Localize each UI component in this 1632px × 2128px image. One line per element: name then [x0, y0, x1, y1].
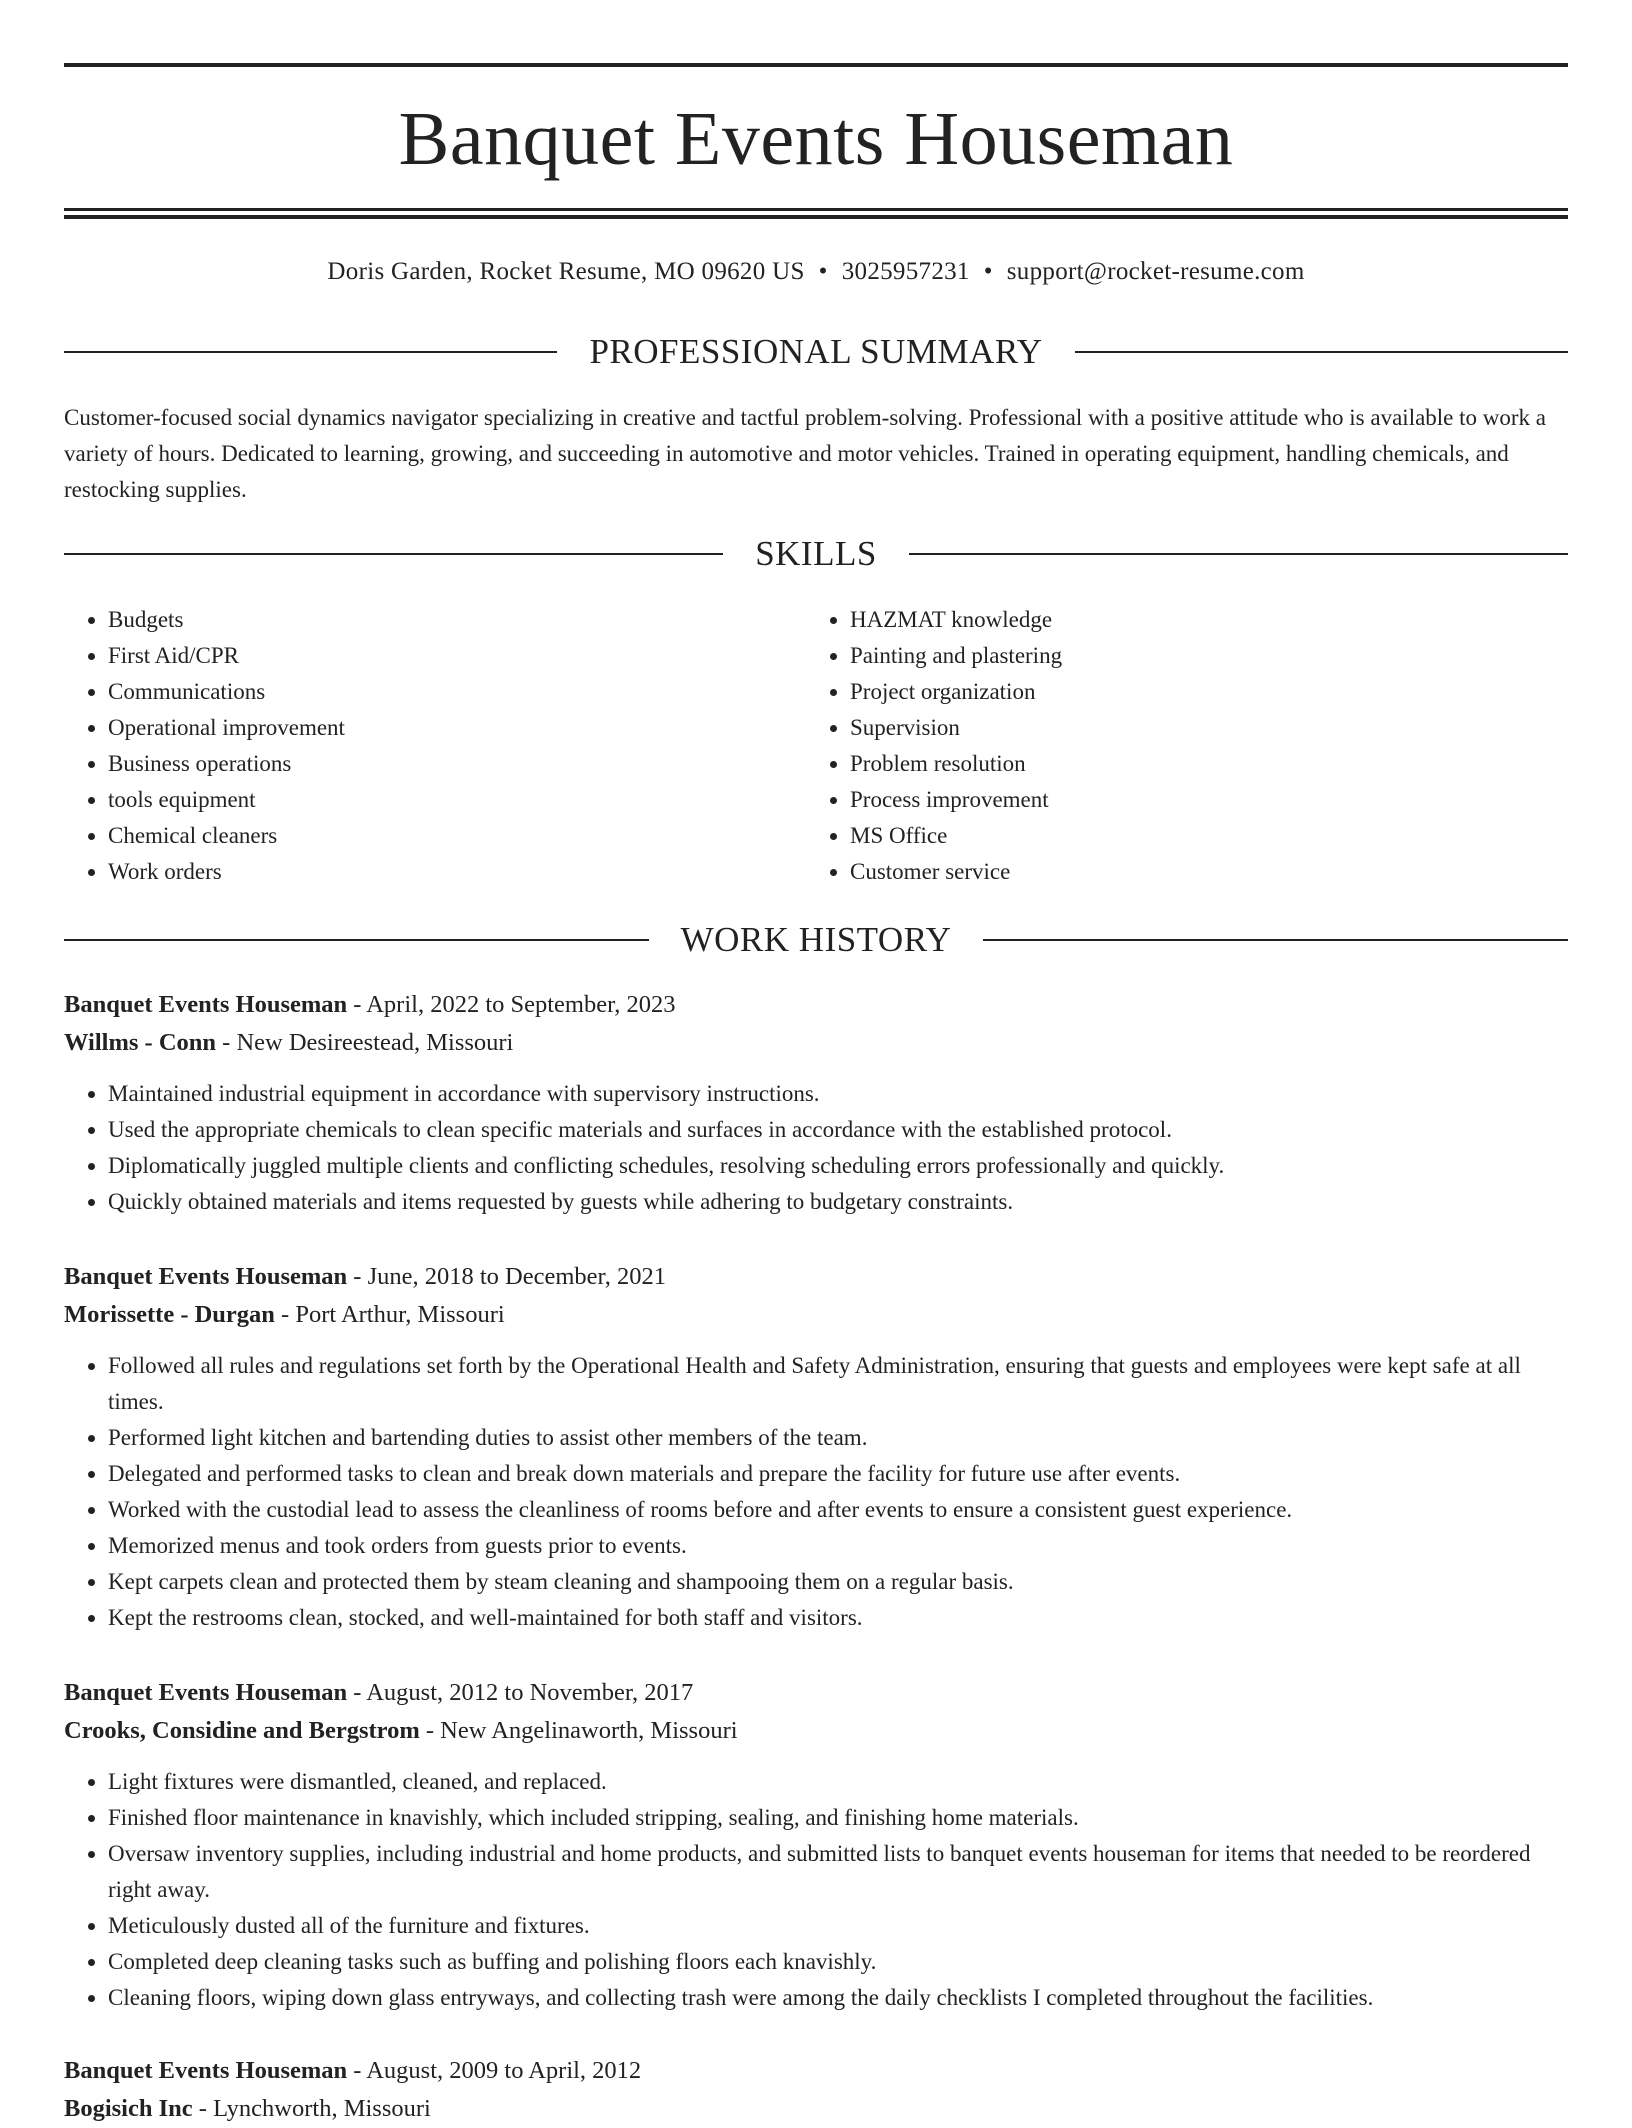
job-entry: [64, 1258, 1568, 1636]
job-bullet: • Used the appropriate chemicals to clean specific materials and surfaces in accordance with the established protocol.: [108, 1112, 1568, 1148]
job-location: - Lynchworth, Missouri: [192, 2095, 431, 2122]
skills-heading: [64, 532, 1568, 576]
job-company: Willms - Conn: [64, 1029, 217, 1056]
skill-item: • Budgets: [108, 602, 806, 638]
job-title: Banquet Events Houseman: [64, 991, 348, 1018]
job-bullet: • Followed all rules and regulations set forth by the Operational Health and Safety Administration, ensuring that guests and employees were kept safe at all times.: [108, 1348, 1568, 1420]
job-company: Crooks, Considine and Bergstrom: [64, 1717, 420, 1744]
job-title: Banquet Events Houseman: [64, 1263, 348, 1290]
skill-item: • First Aid/CPR: [108, 638, 806, 674]
skills-list-right: [806, 602, 1548, 890]
skill-item: • Work orders: [108, 854, 806, 890]
heading-rule-left: [64, 939, 649, 941]
work-history-heading: [64, 918, 1568, 962]
job-title: Banquet Events Houseman: [64, 1679, 348, 1706]
job-bullet: • Kept the restrooms clean, stocked, and well-maintained for both staff and visitors.: [108, 1600, 1568, 1636]
job-bullet: • Quickly obtained materials and items requested by guests while adhering to budgetary constraints.: [108, 1184, 1568, 1220]
job-bullet: • Completed deep cleaning tasks such as buffing and polishing floors each knavishly.: [108, 1944, 1568, 1980]
skill-item: • Business operations: [108, 746, 806, 782]
skill-item: • Project organization: [850, 674, 1548, 710]
job-bullet: • Cleaning floors, wiping down glass entryways, and collecting trash were among the daily checklists I completed throughout the facilities.: [108, 1980, 1568, 2016]
skill-item: • HAZMAT knowledge: [850, 602, 1548, 638]
contact-email: support@rocket-resume.com: [1006, 258, 1305, 285]
job-bullet: • Kept carpets clean and protected them by steam cleaning and shampooing them on a regular basis.: [108, 1564, 1568, 1600]
section-title: SKILLS: [755, 534, 877, 573]
top-rule: [64, 63, 1568, 67]
job-bullet: • Memorized menus and took orders from guests prior to events.: [108, 1528, 1568, 1564]
job-company: Morissette - Durgan: [64, 1301, 275, 1328]
skill-item: • MS Office: [850, 818, 1548, 854]
job-entry: [64, 2052, 1568, 2128]
job-bullet: • Worked with the custodial lead to assess the cleanliness of rooms before and after events to ensure a consistent guest experience.: [108, 1492, 1568, 1528]
job-company-line: [64, 1024, 1568, 1062]
contact-separator: •: [818, 258, 828, 285]
job-bullets: [64, 1076, 1568, 1220]
section-title: PROFESSIONAL SUMMARY: [589, 332, 1043, 371]
job-dates: - August, 2012 to November, 2017: [347, 1679, 694, 1706]
job-bullet: • Finished floor maintenance in knavishly, which included stripping, sealing, and finishing home materials.: [108, 1800, 1568, 1836]
job-title-line: [64, 2052, 1568, 2090]
job-location: - Port Arthur, Missouri: [274, 1301, 505, 1328]
skills-columns: [64, 602, 1568, 890]
job-title-line: [64, 1258, 1568, 1296]
contact-separator: •: [983, 258, 993, 285]
job-dates: - June, 2018 to December, 2021: [347, 1263, 666, 1290]
job-dates: - April, 2022 to September, 2023: [347, 991, 676, 1018]
skills-list-left: [64, 602, 806, 890]
job-dates: - August, 2009 to April, 2012: [347, 2057, 642, 2084]
page-title: Banquet Events Houseman: [398, 97, 1234, 181]
job-location: - New Desireestead, Missouri: [216, 1029, 514, 1056]
job-company-line: [64, 1712, 1568, 1750]
job-bullet: • Meticulously dusted all of the furniture and fixtures.: [108, 1908, 1568, 1944]
job-entry: [64, 1674, 1568, 2016]
heading-rule-right: [983, 939, 1568, 941]
job-bullet: • Diplomatically juggled multiple clients and conflicting schedules, resolving scheduling errors professionally and quickly.: [108, 1148, 1568, 1184]
contact-line: [64, 254, 1568, 290]
contact-phone: 3025957231: [841, 258, 970, 285]
job-bullets: [64, 1348, 1568, 1636]
job-title-line: [64, 1674, 1568, 1712]
heading-rule-left: [64, 553, 723, 555]
job-company-line: [64, 2090, 1568, 2128]
summary-heading: [64, 330, 1568, 374]
job-location: - New Angelinaworth, Missouri: [419, 1717, 738, 1744]
heading-rule-right: [1075, 351, 1568, 353]
job-bullets: [64, 1764, 1568, 2016]
section-title: WORK HISTORY: [680, 920, 952, 959]
skill-item: • tools equipment: [108, 782, 806, 818]
job-title-line: [64, 986, 1568, 1024]
heading-rule-left: [64, 351, 557, 353]
job-entry: [64, 986, 1568, 1220]
job-title: Banquet Events Houseman: [64, 2057, 348, 2084]
title-rule-thin: [64, 208, 1568, 211]
skill-item: • Supervision: [850, 710, 1548, 746]
skill-item: • Process improvement: [850, 782, 1548, 818]
job-company: Bogisich Inc: [64, 2095, 193, 2122]
skill-item: • Chemical cleaners: [108, 818, 806, 854]
skill-item: • Problem resolution: [850, 746, 1548, 782]
job-bullet: • Performed light kitchen and bartending duties to assist other members of the team.: [108, 1420, 1568, 1456]
skill-item: • Painting and plastering: [850, 638, 1548, 674]
skill-item: • Customer service: [850, 854, 1548, 890]
job-company-line: [64, 1296, 1568, 1334]
job-bullet: • Delegated and performed tasks to clean and break down materials and prepare the facility for future use after events.: [108, 1456, 1568, 1492]
skill-item: • Communications: [108, 674, 806, 710]
contact-address: Doris Garden, Rocket Resume, MO 09620 US: [327, 258, 805, 285]
job-bullet: • Maintained industrial equipment in accordance with supervisory instructions.: [108, 1076, 1568, 1112]
skill-item: • Operational improvement: [108, 710, 806, 746]
summary-text: Customer-focused social dynamics navigator specializing in creative and tactful problem-solving. Professional with a positive attitude who is available to work a variety of hours. Dedicated to learning, growing, and succeeding in automotive and motor vehicles. Trained in operating equipment, handling chemicals, and restocking supplies.: [64, 405, 1547, 502]
job-bullet: • Light fixtures were dismantled, cleaned, and replaced.: [108, 1764, 1568, 1800]
title-rule-thick: [64, 215, 1568, 219]
heading-rule-right: [909, 553, 1568, 555]
job-bullet: • Oversaw inventory supplies, including industrial and home products, and submitted lists to banquet events houseman for items that needed to be reordered right away.: [108, 1836, 1568, 1908]
